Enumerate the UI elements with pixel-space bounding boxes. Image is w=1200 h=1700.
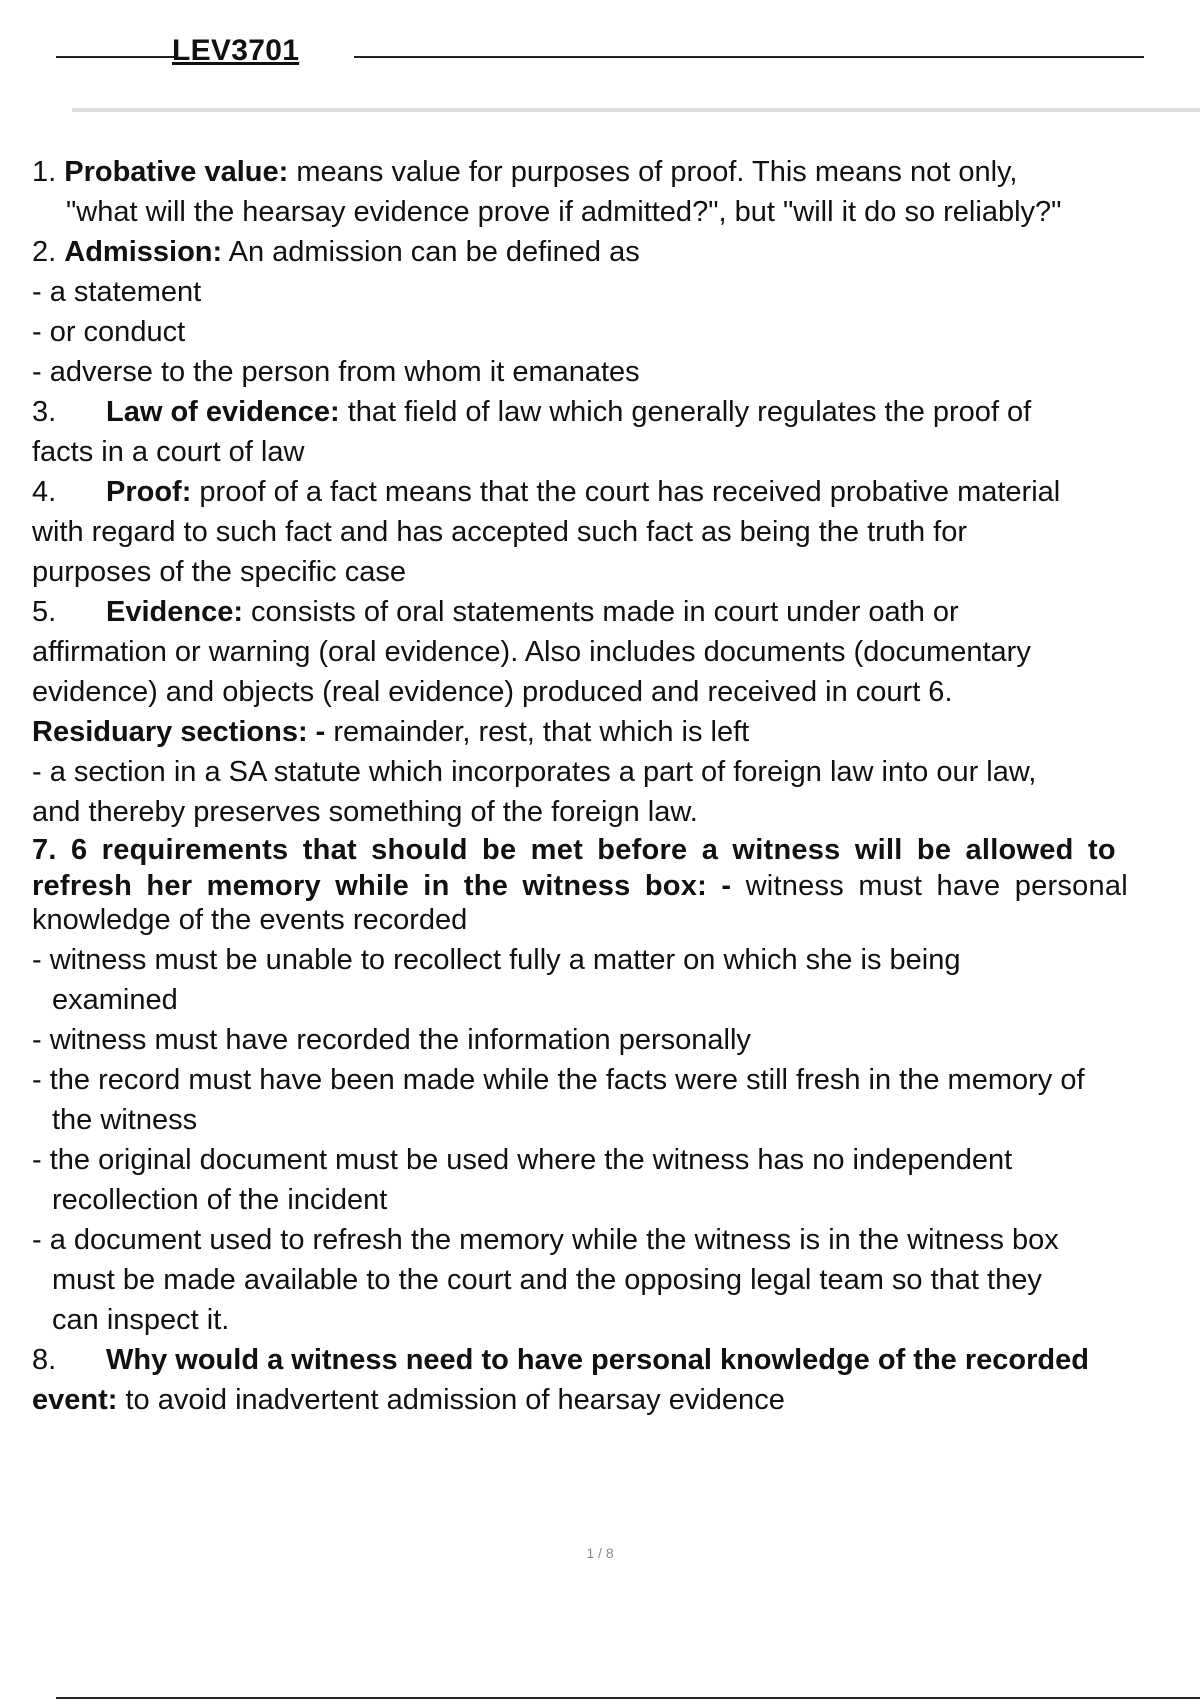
item-7-heading-cont: refresh her memory while in the witness box: - witness must have personal — [32, 870, 1128, 902]
item-7-bullet: - the original document must be used where the witness has no independent — [32, 1144, 1013, 1176]
item-4-continuation: with regard to such fact and has accepted such fact as being the truth for — [32, 516, 967, 548]
item-4: 4. Proof: proof of a fact means that the court has received probative material — [32, 476, 1061, 508]
item-2-bullet: - a statement — [32, 276, 202, 308]
item-7-bullet-cont: recollection of the incident — [52, 1184, 388, 1216]
item-6: Residuary sections: - remainder, rest, that which is left — [32, 716, 750, 748]
item-7-bullet: - a document used to refresh the memory while the witness is in the witness box — [32, 1224, 1059, 1256]
term-probative-value: Probative value: — [64, 156, 289, 188]
term-admission: Admission: — [64, 236, 223, 268]
page-number: 1 / 8 — [586, 1545, 614, 1561]
header-rule-right — [354, 56, 1144, 58]
term-proof: Proof: — [106, 476, 192, 508]
item-2: 2. Admission: An admission can be defined as — [32, 236, 640, 268]
footer-rule — [56, 1697, 1200, 1699]
term-law-of-evidence: Law of evidence: — [106, 396, 340, 428]
page-header — [0, 0, 1200, 120]
header-underline — [72, 108, 1200, 112]
item-7-heading: 7. 6 requirements that should be met before a witness will be allowed to — [32, 834, 1116, 866]
item-5-continuation: evidence) and objects (real evidence) produced and received in court 6. — [32, 676, 953, 708]
item-3: 3. Law of evidence: that field of law which generally regulates the proof of — [32, 396, 1032, 428]
header-rule-left — [56, 56, 174, 58]
item-6-bullet: - a section in a SA statute which incorporates a part of foreign law into our law, — [32, 756, 1037, 788]
term-why-personal-knowledge: Why would a witness need to have personal knowledge of the recorded — [106, 1344, 1089, 1376]
course-code: LEV3701 — [172, 34, 300, 67]
item-6-continuation: and thereby preserves something of the foreign law. — [32, 796, 698, 828]
item-2-bullet: - or conduct — [32, 316, 186, 348]
item-5-continuation: affirmation or warning (oral evidence). Also includes documents (documentary — [32, 636, 1031, 668]
notes-body — [32, 152, 1200, 1420]
item-7-bullet: - the record must have been made while the facts were still fresh in the memory of — [32, 1064, 1085, 1096]
term-residuary-sections: Residuary sections: - — [32, 716, 326, 748]
item-7-bullet-cont: can inspect it. — [52, 1304, 230, 1336]
item-7 — [32, 832, 1200, 904]
item-7-bullet-cont: examined — [52, 984, 178, 1016]
item-3-continuation: facts in a court of law — [32, 436, 305, 468]
item-7-bullet: - witness must have recorded the information personally — [32, 1024, 751, 1056]
item-7-text: knowledge of the events recorded — [32, 904, 468, 936]
item-7-bullet-cont: must be made available to the court and the opposing legal team so that they — [52, 1264, 1042, 1296]
item-1-continuation: "what will the hearsay evidence prove if admitted?", but "will it do so reliably?" — [66, 196, 1062, 228]
item-8-continuation: event: to avoid inadvertent admission of hearsay evidence — [32, 1384, 785, 1416]
item-2-bullet: - adverse to the person from whom it emanates — [32, 356, 640, 388]
item-7-bullet: - witness must be unable to recollect fully a matter on which she is being — [32, 944, 961, 976]
term-evidence: Evidence: — [106, 596, 243, 628]
item-1: 1. Probative value: means value for purposes of proof. This means not only, — [32, 156, 1018, 188]
item-8: 8. Why would a witness need to have personal knowledge of the recorded — [32, 1344, 1089, 1376]
item-4-continuation: purposes of the specific case — [32, 556, 406, 588]
item-5: 5. Evidence: consists of oral statements made in court under oath or — [32, 596, 959, 628]
item-7-bullet-cont: the witness — [52, 1104, 198, 1136]
